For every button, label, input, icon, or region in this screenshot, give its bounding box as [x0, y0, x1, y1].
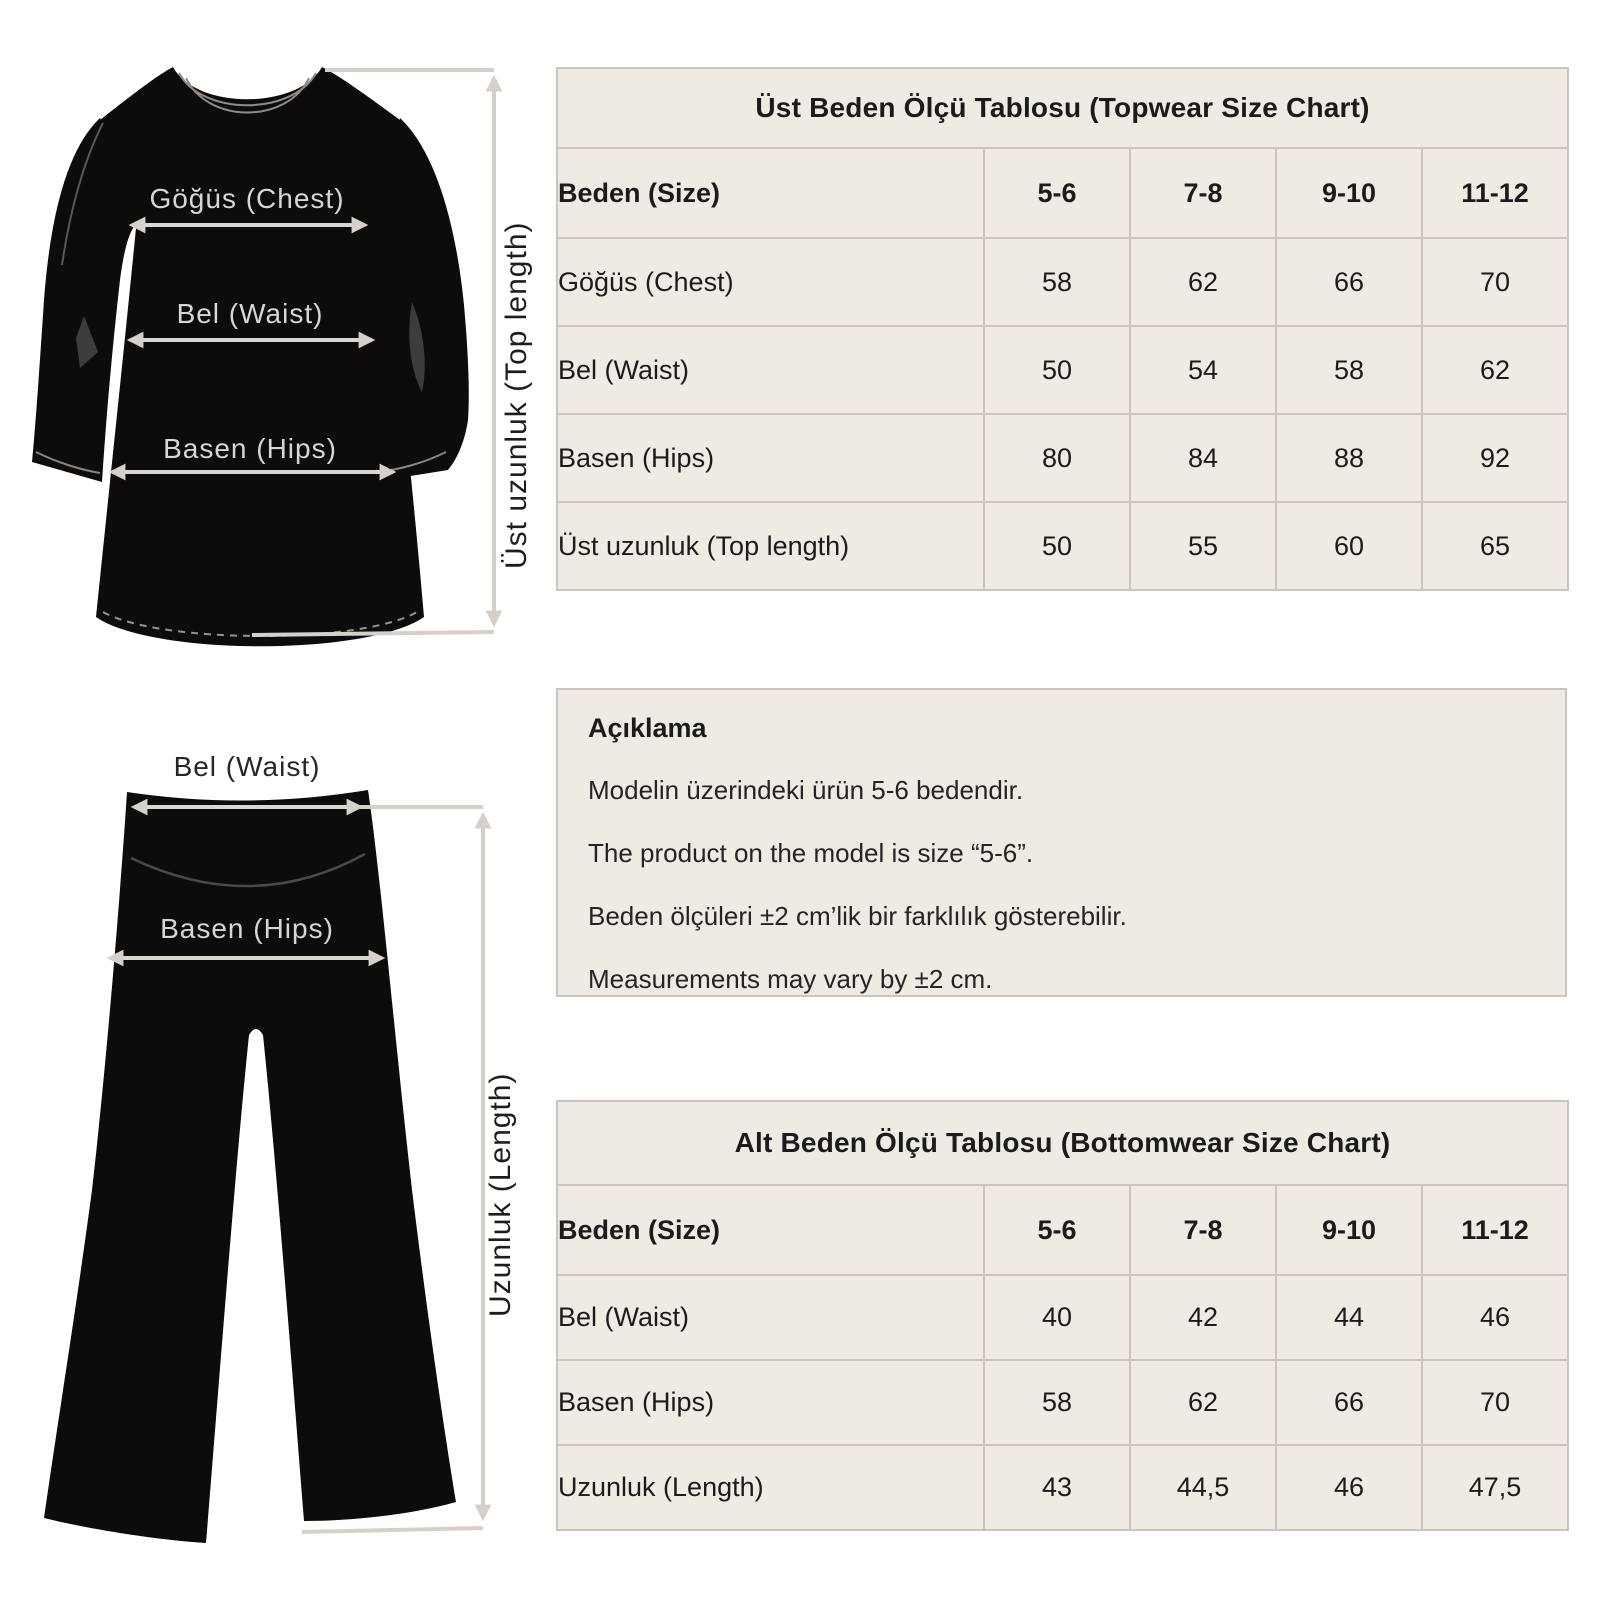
- bottomwear-cell: 66: [1276, 1360, 1422, 1445]
- topwear-row-label: Göğüs (Chest): [557, 238, 984, 326]
- topwear-cell: 54: [1130, 326, 1276, 414]
- pants-waist-label: Bel (Waist): [173, 751, 321, 782]
- bottomwear-table-title: Alt Beden Ölçü Tablosu (Bottomwear Size Chart): [557, 1101, 1568, 1185]
- bottomwear-cell: 44,5: [1130, 1445, 1276, 1530]
- bottomwear-cell: 62: [1130, 1360, 1276, 1445]
- bottomwear-size-table: [556, 1100, 1569, 1531]
- table-row: [557, 326, 1568, 414]
- topwear-cell: 50: [984, 326, 1130, 414]
- table-row: [557, 1360, 1568, 1445]
- topwear-cell: 84: [1130, 414, 1276, 502]
- bottomwear-cell: 42: [1130, 1275, 1276, 1360]
- bottomwear-row-label: Bel (Waist): [557, 1275, 984, 1360]
- topwear-cell: 58: [984, 238, 1130, 326]
- topwear-cell: 88: [1276, 414, 1422, 502]
- bottomwear-diagram: [0, 720, 540, 1600]
- bottomwear-size-column: 11-12: [1422, 1185, 1568, 1275]
- topwear-cell: 62: [1422, 326, 1568, 414]
- topwear-cell: 80: [984, 414, 1130, 502]
- bottomwear-cell: 47,5: [1422, 1445, 1568, 1530]
- topwear-cell: 50: [984, 502, 1130, 590]
- bottomwear-size-column: 5-6: [984, 1185, 1130, 1275]
- topwear-cell: 70: [1422, 238, 1568, 326]
- topwear-cell: 58: [1276, 326, 1422, 414]
- topwear-cell: 62: [1130, 238, 1276, 326]
- table-row: [557, 502, 1568, 590]
- bottomwear-cell: 46: [1276, 1445, 1422, 1530]
- topwear-cell: 60: [1276, 502, 1422, 590]
- topwear-cell: 65: [1422, 502, 1568, 590]
- topwear-header-label: Beden (Size): [557, 148, 984, 238]
- topwear-table-title: Üst Beden Ölçü Tablosu (Topwear Size Chart): [557, 68, 1568, 148]
- table-row: [557, 1275, 1568, 1360]
- bottomwear-cell: 44: [1276, 1275, 1422, 1360]
- bottomwear-cell: 58: [984, 1360, 1130, 1445]
- topwear-cell: 55: [1130, 502, 1276, 590]
- waist-label: Bel (Waist): [176, 298, 324, 329]
- pants-hips-label: Basen (Hips): [160, 913, 334, 944]
- topwear-row-label: Üst uzunluk (Top length): [557, 502, 984, 590]
- topwear-size-column: 9-10: [1276, 148, 1422, 238]
- topwear-cell: 66: [1276, 238, 1422, 326]
- table-row: [557, 238, 1568, 326]
- note-line: The product on the model is size “5-6”.: [588, 838, 1034, 868]
- topwear-row-label: Basen (Hips): [557, 414, 984, 502]
- bottomwear-cell: 40: [984, 1275, 1130, 1360]
- bottomwear-cell: 43: [984, 1445, 1130, 1530]
- bottomwear-row-label: Uzunluk (Length): [557, 1445, 984, 1530]
- bottomwear-cell: 46: [1422, 1275, 1568, 1360]
- table-row: [557, 414, 1568, 502]
- bottomwear-size-column: 7-8: [1130, 1185, 1276, 1275]
- topwear-diagram: [0, 20, 540, 700]
- tunic-body-shape: [96, 67, 424, 646]
- note-line: Measurements may vary by ±2 cm.: [588, 964, 993, 994]
- pants-shape: [44, 790, 456, 1543]
- topwear-size-table: [556, 67, 1569, 591]
- length-vertical-label: Uzunluk (Length): [484, 1072, 517, 1318]
- length-connector-bottom: [302, 1528, 483, 1532]
- topwear-row-label: Bel (Waist): [557, 326, 984, 414]
- note-box: [556, 688, 1567, 997]
- bottomwear-size-column: 9-10: [1276, 1185, 1422, 1275]
- chest-label: Göğüs (Chest): [149, 183, 345, 214]
- note-title: Açıklama: [588, 713, 707, 743]
- note-line: Modelin üzerindeki ürün 5-6 bedendir.: [588, 775, 1024, 805]
- topwear-size-column: 7-8: [1130, 148, 1276, 238]
- topwear-size-column: 5-6: [984, 148, 1130, 238]
- topwear-cell: 92: [1422, 414, 1568, 502]
- table-row: [557, 1445, 1568, 1530]
- hips-label: Basen (Hips): [163, 433, 337, 464]
- bottomwear-header-label: Beden (Size): [557, 1185, 984, 1275]
- top-length-vertical-label: Üst uzunluk (Top length): [500, 221, 533, 569]
- bottomwear-row-label: Basen (Hips): [557, 1360, 984, 1445]
- bottomwear-cell: 70: [1422, 1360, 1568, 1445]
- topwear-size-column: 11-12: [1422, 148, 1568, 238]
- note-line: Beden ölçüleri ±2 cm’lik bir farklılık gösterebilir.: [588, 901, 1127, 931]
